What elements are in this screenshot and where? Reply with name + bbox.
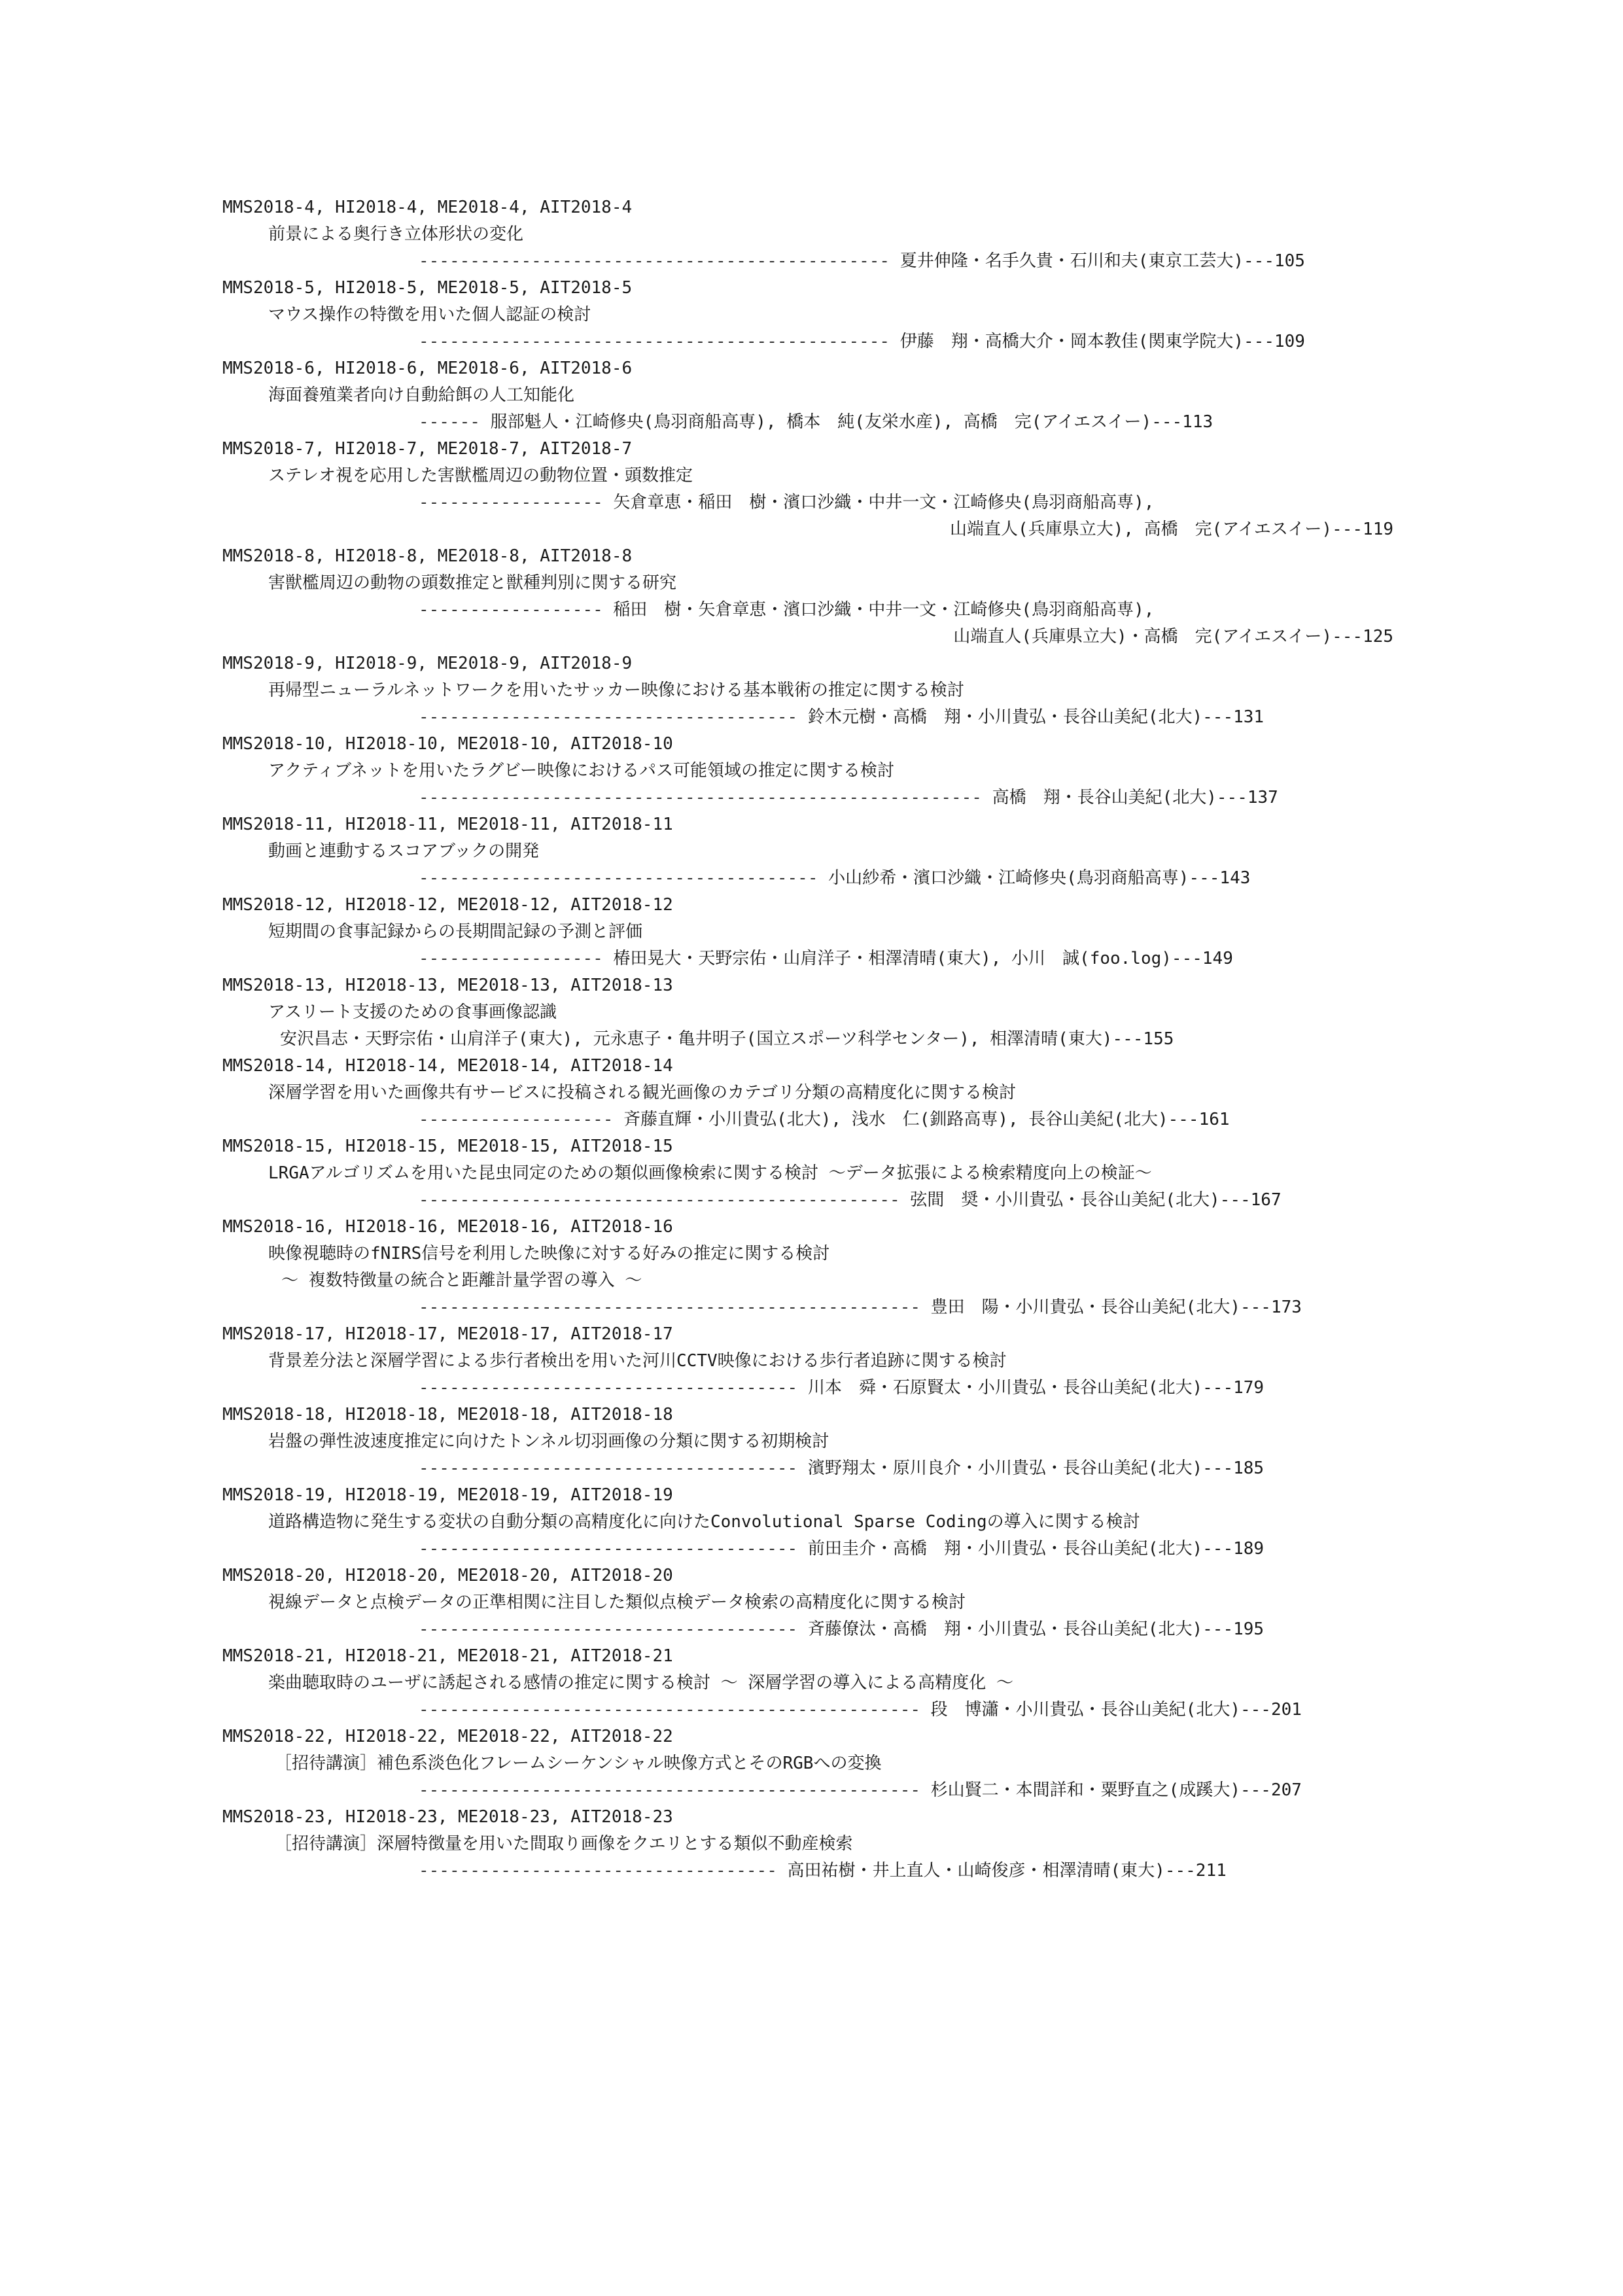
page-number: ---185: [1202, 1458, 1265, 1478]
paper-authors: 豊田 陽・小川貴弘・長谷山美紀(北大): [930, 1298, 1240, 1317]
paper-title: ［招待講演］補色系淡色化フレームシーケンシャル映像方式とそのRGBへの変換: [275, 1754, 882, 1773]
paper-title: 短期間の食事記録からの長期間記録の予測と評価: [268, 922, 643, 942]
paper-code: MMS2018-14, HI2018-14, ME2018-14, AIT2018-14: [222, 1056, 673, 1076]
paper-authors: 安沢昌志・天野宗佑・山肩洋子(東大), 元永恵子・亀井明子(国立スポーツ科学センター), 相澤清晴(東大): [280, 1029, 1113, 1049]
paper-code: MMS2018-17, HI2018-17, ME2018-17, AIT2018-17: [222, 1324, 673, 1344]
leader-dashes: ----------------------------------------------: [419, 332, 900, 351]
author-line: [222, 1106, 1393, 1133]
toc-entry: [222, 1482, 1393, 1563]
toc-entry: [222, 811, 1393, 892]
paper-code: MMS2018-23, HI2018-23, ME2018-23, AIT2018-23: [222, 1807, 673, 1827]
author-line: [222, 865, 1393, 892]
leader-dashes: ---------------------------------------: [419, 868, 829, 888]
author-line: [222, 1697, 1393, 1723]
author-line: [222, 1455, 1393, 1482]
leader-dashes: -------------------------------------------------------: [419, 788, 992, 807]
paper-title: 背景差分法と深層学習による歩行者検出を用いた河川CCTV映像における歩行者追跡に関する検討: [268, 1351, 1007, 1371]
toc-entry: [222, 892, 1393, 972]
toc-entry: [222, 1723, 1393, 1804]
leader-dashes: -------------------: [419, 1110, 624, 1129]
toc-entry: [222, 543, 1393, 650]
page-number: ---105: [1244, 251, 1305, 271]
toc-entry: [222, 1321, 1393, 1402]
paper-code: MMS2018-6, HI2018-6, ME2018-6, AIT2018-6: [222, 359, 633, 378]
author-line: [222, 597, 1393, 624]
paper-title: 再帰型ニューラルネットワークを用いたサッカー映像における基本戦術の推定に関する検討: [268, 680, 964, 700]
paper-authors: 山端直人(兵庫県立大)・高橋 完(アイエスイー): [953, 627, 1333, 646]
paper-code: MMS2018-16, HI2018-16, ME2018-16, AIT2018-16: [222, 1217, 673, 1237]
paper-title: 道路構造物に発生する変状の自動分類の高精度化に向けたConvolutional Sparse Codingの導入に関する検討: [268, 1512, 1140, 1532]
paper-title: 視線データと点検データの正準相関に注目した類似点検データ検索の高精度化に関する検討: [268, 1593, 966, 1612]
paper-authors: 杉山賢二・本間詳和・粟野直之(成蹊大): [930, 1780, 1240, 1800]
toc-entry: [222, 1133, 1393, 1214]
paper-code: MMS2018-15, HI2018-15, ME2018-15, AIT2018-15: [222, 1137, 673, 1156]
paper-authors: 伊藤 翔・高橋大介・岡本教佳(関東学院大): [899, 332, 1244, 351]
leader-dashes: ------------------: [419, 493, 614, 512]
toc-entry: [222, 436, 1393, 543]
paper-code: MMS2018-9, HI2018-9, ME2018-9, AIT2018-9: [222, 654, 633, 673]
toc-entry: [222, 275, 1393, 355]
author-line: [222, 328, 1393, 355]
author-line: [222, 409, 1393, 436]
page-number: ---195: [1202, 1619, 1265, 1639]
toc-entry: [222, 650, 1393, 731]
leader-dashes: ------------------: [419, 600, 614, 620]
paper-code: MMS2018-21, HI2018-21, ME2018-21, AIT2018-21: [222, 1646, 673, 1666]
paper-authors: 高田祐樹・井上直人・山崎俊彦・相澤清晴(東大): [787, 1861, 1165, 1881]
paper-authors: 弦間 奨・小川貴弘・長谷山美紀(北大): [910, 1190, 1220, 1210]
paper-title: ［招待講演］深層特徴量を用いた間取り画像をクエリとする類似不動産検索: [275, 1834, 853, 1854]
author-line: [222, 516, 1393, 543]
paper-authors: 斉藤僚汰・高橋 翔・小川貴弘・長谷山美紀(北大): [807, 1619, 1203, 1639]
author-line: [222, 1187, 1393, 1214]
toc-entry: [222, 1804, 1393, 1884]
paper-authors: 段 博瀟・小川貴弘・長谷山美紀(北大): [930, 1700, 1240, 1720]
page-number: ---109: [1244, 332, 1305, 351]
leader-dashes: ----------------------------------------------: [419, 251, 900, 271]
paper-authors: 川本 舜・石原賢太・小川貴弘・長谷山美紀(北大): [807, 1378, 1203, 1398]
author-line: [222, 1616, 1393, 1643]
paper-title: 楽曲聴取時のユーザに誘起される感情の推定に関する検討 ～ 深層学習の導入による高精度化 ～: [268, 1673, 1013, 1693]
paper-code: MMS2018-7, HI2018-7, ME2018-7, AIT2018-7: [222, 439, 633, 459]
author-line: [222, 945, 1393, 972]
toc-entry: [222, 1053, 1393, 1133]
leader-dashes: -------------------------------------: [419, 1539, 808, 1559]
toc-entry: [222, 1563, 1393, 1643]
author-line: [222, 1858, 1393, 1884]
page-number: ---119: [1332, 520, 1393, 539]
paper-title: 岩盤の弾性波速度推定に向けたトンネル切羽画像の分類に関する初期検討: [268, 1432, 829, 1451]
author-line: [222, 248, 1393, 275]
page-number: ---155: [1112, 1029, 1174, 1049]
author-line: [222, 1026, 1393, 1053]
leader-dashes: ------: [419, 412, 491, 432]
paper-authors: 稲田 樹・矢倉章恵・濱口沙織・中井一文・江崎修央(鳥羽商船高専),: [613, 600, 1155, 620]
paper-title: 害獣檻周辺の動物の頭数推定と獣種判別に関する研究: [268, 573, 677, 593]
paper-authors: 夏井伸隆・名手久貴・石川和夫(東京工芸大): [899, 251, 1244, 271]
author-line: [222, 624, 1393, 650]
author-line: [222, 1375, 1393, 1402]
page-number: ---143: [1189, 868, 1251, 888]
page-number: ---179: [1202, 1378, 1265, 1398]
toc-entry: [222, 355, 1393, 436]
paper-title: 深層学習を用いた画像共有サービスに投稿される観光画像のカテゴリ分類の高精度化に関する検討: [268, 1083, 1016, 1103]
paper-code: MMS2018-11, HI2018-11, ME2018-11, AIT2018-11: [222, 815, 673, 834]
table-of-contents: [222, 194, 1393, 1884]
paper-code: MMS2018-13, HI2018-13, ME2018-13, AIT2018-13: [222, 976, 673, 995]
leader-dashes: ------------------: [419, 949, 614, 968]
toc-entry: [222, 731, 1393, 811]
paper-authors: 椿田晃大・天野宗佑・山肩洋子・相澤清晴(東大), 小川 誠(foo.log): [613, 949, 1172, 968]
paper-authors: 山端直人(兵庫県立大), 高橋 完(アイエスイー): [950, 520, 1333, 539]
toc-entry: [222, 1214, 1393, 1321]
paper-code: MMS2018-5, HI2018-5, ME2018-5, AIT2018-5: [222, 278, 633, 298]
author-line: [222, 1536, 1393, 1563]
toc-entry: [222, 972, 1393, 1053]
author-line: [222, 489, 1393, 516]
paper-authors: 濱野翔太・原川良介・小川貴弘・長谷山美紀(北大): [807, 1458, 1203, 1478]
page-number: ---173: [1240, 1298, 1302, 1317]
page-number: ---125: [1332, 627, 1393, 646]
toc-entry: [222, 1402, 1393, 1482]
paper-code: MMS2018-12, HI2018-12, ME2018-12, AIT2018-12: [222, 895, 673, 915]
page-number: ---167: [1219, 1190, 1282, 1210]
author-line: [222, 704, 1393, 731]
author-line: [222, 1294, 1393, 1321]
paper-authors: 服部魁人・江崎修央(鳥羽商船高専), 橋本 純(友栄水産), 高橋 完(アイエスイー): [490, 412, 1152, 432]
leader-dashes: -----------------------------------------------: [419, 1190, 911, 1210]
paper-authors: 斉藤直輝・小川貴弘(北大), 浅水 仁(釧路高専), 長谷山美紀(北大): [623, 1110, 1168, 1129]
paper-title: 前景による奥行き立体形状の変化: [268, 224, 524, 244]
paper-code: MMS2018-4, HI2018-4, ME2018-4, AIT2018-4: [222, 198, 633, 217]
paper-title: マウス操作の特徴を用いた個人認証の検討: [268, 305, 591, 325]
page-number: ---211: [1164, 1861, 1227, 1881]
paper-authors: 高橋 翔・長谷山美紀(北大): [992, 788, 1217, 807]
page-number: ---189: [1202, 1539, 1265, 1559]
leader-dashes: -------------------------------------: [419, 1619, 808, 1639]
paper-authors: 小山紗希・濱口沙織・江崎修央(鳥羽商船高専): [828, 868, 1189, 888]
author-line: [222, 785, 1393, 811]
paper-title: 動画と連動するスコアブックの開発: [268, 841, 540, 861]
paper-code: MMS2018-19, HI2018-19, ME2018-19, AIT2018-19: [222, 1485, 673, 1505]
paper-title: 映像視聴時のfNIRS信号を利用した映像に対する好みの推定に関する検討: [268, 1244, 830, 1263]
page-number: ---201: [1240, 1700, 1302, 1720]
page-number: ---161: [1168, 1110, 1230, 1129]
leader-dashes: -------------------------------------: [419, 1378, 808, 1398]
paper-authors: 前田圭介・高橋 翔・小川貴弘・長谷山美紀(北大): [807, 1539, 1203, 1559]
leader-dashes: -------------------------------------: [419, 707, 808, 727]
paper-code: MMS2018-22, HI2018-22, ME2018-22, AIT2018-22: [222, 1727, 673, 1746]
page-number: ---149: [1171, 949, 1233, 968]
page-number: ---137: [1216, 788, 1278, 807]
author-line: [222, 1777, 1393, 1804]
paper-title: LRGAアルゴリズムを用いた昆虫同定のための類似画像検索に関する検討 ～データ拡張による検索精度向上の検証～: [268, 1163, 1152, 1183]
leader-dashes: -------------------------------------: [419, 1458, 808, 1478]
leader-dashes: -------------------------------------------------: [419, 1780, 931, 1800]
paper-authors: 矢倉章恵・稲田 樹・濱口沙織・中井一文・江崎修央(鳥羽商船高専),: [613, 493, 1155, 512]
page-number: ---131: [1202, 707, 1265, 727]
paper-title: アスリート支援のための食事画像認識: [268, 1002, 557, 1022]
paper-code: MMS2018-8, HI2018-8, ME2018-8, AIT2018-8: [222, 546, 633, 566]
paper-title: 海面養殖業者向け自動給餌の人工知能化: [268, 385, 575, 405]
paper-title: アクティブネットを用いたラグビー映像におけるパス可能領域の推定に関する検討: [268, 761, 895, 781]
page-number: ---113: [1151, 412, 1213, 432]
toc-entry: [222, 1643, 1393, 1723]
paper-authors: 鈴木元樹・高橋 翔・小川貴弘・長谷山美紀(北大): [807, 707, 1203, 727]
toc-entry: [222, 194, 1393, 275]
paper-title: ～ 複数特徴量の統合と距離計量学習の導入 ～: [281, 1271, 642, 1290]
page-number: ---207: [1240, 1780, 1302, 1800]
leader-dashes: -------------------------------------------------: [419, 1298, 931, 1317]
paper-title: ステレオ視を応用した害獣檻周辺の動物位置・頭数推定: [268, 466, 693, 486]
leader-dashes: -------------------------------------------------: [419, 1700, 931, 1720]
paper-code: MMS2018-20, HI2018-20, ME2018-20, AIT2018-20: [222, 1566, 673, 1585]
paper-code: MMS2018-10, HI2018-10, ME2018-10, AIT2018-10: [222, 734, 673, 754]
leader-dashes: -----------------------------------: [419, 1861, 788, 1881]
paper-code: MMS2018-18, HI2018-18, ME2018-18, AIT2018-18: [222, 1405, 673, 1424]
